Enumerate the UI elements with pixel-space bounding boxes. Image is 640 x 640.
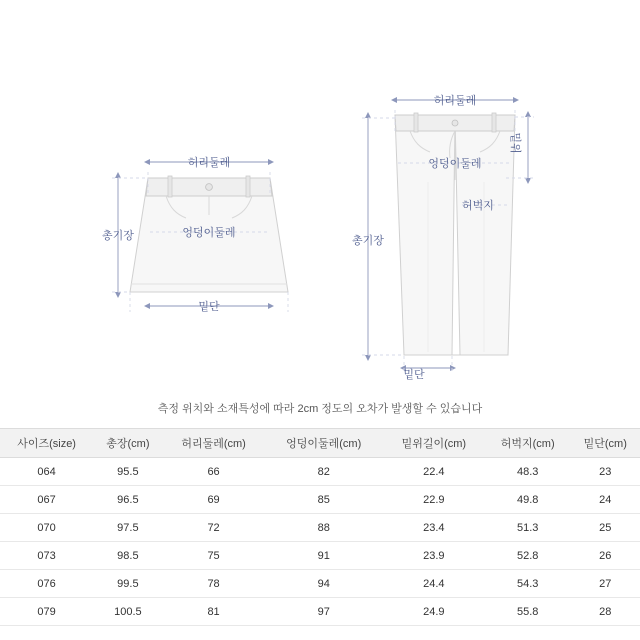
- pants-rise-label: 밑위: [509, 132, 521, 154]
- cell-rise: 23.9: [383, 542, 485, 570]
- cell-size: 070: [0, 514, 93, 542]
- cell-size: 073: [0, 542, 93, 570]
- cell-hem: 27: [571, 570, 640, 598]
- table-header-waist: 허리둘레(cm): [163, 429, 265, 458]
- pants-hem-label: 밑단: [403, 369, 425, 381]
- table-header-rise: 밑위길이(cm): [383, 429, 485, 458]
- cell-total-length: 98.5: [93, 542, 162, 570]
- cell-hem: 26: [571, 542, 640, 570]
- cell-total-length: 96.5: [93, 486, 162, 514]
- skirt-waist-label: 허리둘레: [187, 157, 231, 169]
- table-header-hem: 밑단(cm): [571, 429, 640, 458]
- pants-hip-label: 엉덩이둘레: [428, 158, 482, 170]
- table-row: [0, 570, 640, 598]
- cell-waist: 69: [163, 486, 265, 514]
- cell-rise: 22.9: [383, 486, 485, 514]
- skirt-hip-label: 엉덩이둘레: [182, 227, 236, 239]
- cell-rise: 23.4: [383, 514, 485, 542]
- cell-size: 079: [0, 598, 93, 626]
- measurement-note: 측정 위치와 소재특성에 따라 2cm 정도의 오차가 발생할 수 있습니다: [157, 403, 483, 415]
- cell-thigh: 55.8: [485, 598, 571, 626]
- table-header-size: 사이즈(size): [0, 429, 93, 458]
- cell-waist: 72: [163, 514, 265, 542]
- cell-hip: 91: [265, 542, 383, 570]
- cell-hem: 28: [571, 598, 640, 626]
- cell-waist: 75: [163, 542, 265, 570]
- cell-size: 076: [0, 570, 93, 598]
- cell-hip: 94: [265, 570, 383, 598]
- cell-total-length: 95.5: [93, 458, 162, 486]
- table-row: [0, 486, 640, 514]
- cell-total-length: 100.5: [93, 598, 162, 626]
- cell-thigh: 49.8: [485, 486, 571, 514]
- cell-rise: 22.4: [383, 458, 485, 486]
- skirt-total-length-label: 총기장: [102, 230, 134, 242]
- pants-thigh-label: 허벅지: [462, 200, 494, 212]
- skirt-hem-label: 밑단: [198, 301, 220, 313]
- cell-hip: 82: [265, 458, 383, 486]
- cell-thigh: 48.3: [485, 458, 571, 486]
- cell-size: 064: [0, 458, 93, 486]
- cell-hem: 23: [571, 458, 640, 486]
- table-row: [0, 542, 640, 570]
- table-row: [0, 514, 640, 542]
- table-header-hip: 엉덩이둘레(cm): [265, 429, 383, 458]
- pants-illustration: [395, 113, 515, 355]
- size-table: [0, 428, 640, 626]
- table-header-row: [0, 429, 640, 458]
- table-row: [0, 458, 640, 486]
- cell-rise: 24.4: [383, 570, 485, 598]
- table-row: [0, 598, 640, 626]
- table-header-total-length: 총장(cm): [93, 429, 162, 458]
- cell-thigh: 52.8: [485, 542, 571, 570]
- table-header-thigh: 허벅지(cm): [485, 429, 571, 458]
- cell-thigh: 51.3: [485, 514, 571, 542]
- cell-hip: 85: [265, 486, 383, 514]
- pants-total-length-label: 총기장: [352, 235, 384, 247]
- cell-size: 067: [0, 486, 93, 514]
- cell-total-length: 99.5: [93, 570, 162, 598]
- cell-waist: 66: [163, 458, 265, 486]
- cell-hip: 97: [265, 598, 383, 626]
- cell-hem: 24: [571, 486, 640, 514]
- pants-waist-label: 허리둘레: [433, 95, 477, 107]
- cell-thigh: 54.3: [485, 570, 571, 598]
- cell-waist: 81: [163, 598, 265, 626]
- cell-waist: 78: [163, 570, 265, 598]
- cell-rise: 24.9: [383, 598, 485, 626]
- cell-hem: 25: [571, 514, 640, 542]
- cell-hip: 88: [265, 514, 383, 542]
- cell-total-length: 97.5: [93, 514, 162, 542]
